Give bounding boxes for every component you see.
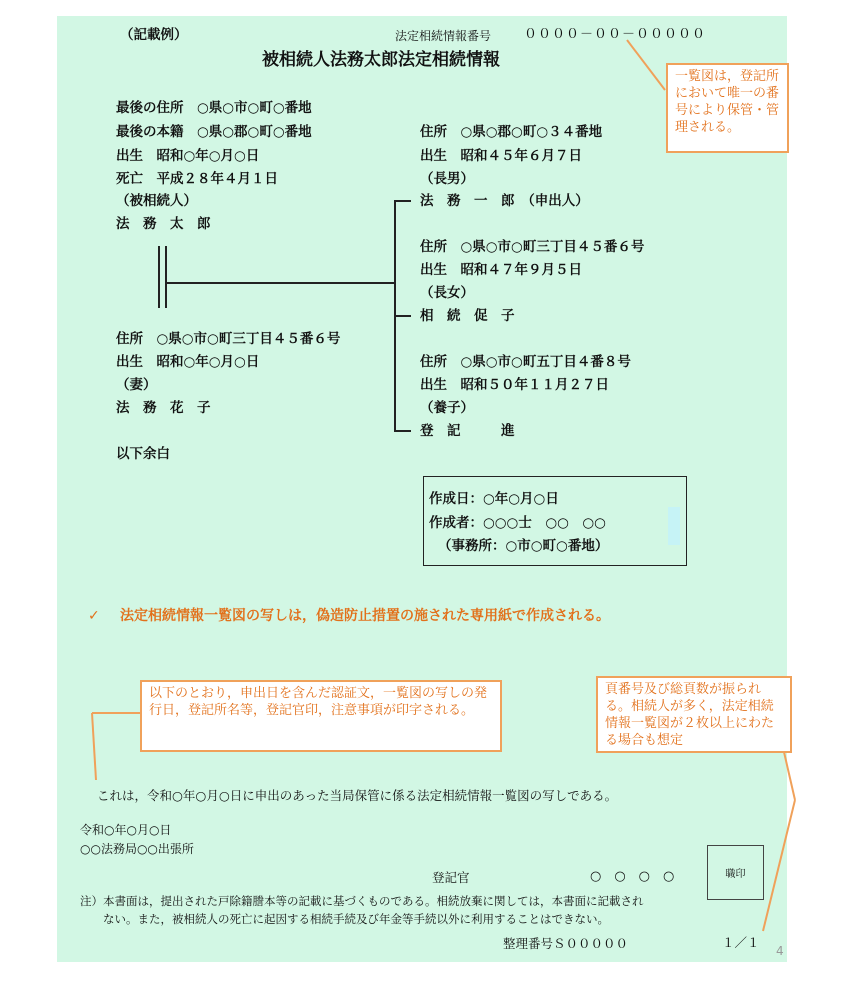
heir2-relation: （長女） [420, 285, 474, 301]
preparer-office: （事務所：○市○町○番地） [438, 538, 609, 554]
caution-line-1: 注）本書面は，提出された戸除籍謄本等の記載に基づくものである。相続放棄に関しては，本書面に記載され [80, 894, 644, 908]
decedent-birth: 出生 昭和○年○月○日 [116, 148, 260, 164]
spouse-birth: 出生 昭和○年○月○日 [116, 354, 260, 370]
page-title: 被相続人法務太郎法定相続情報 [262, 50, 500, 70]
registrar-name: ○ ○ ○ ○ [590, 869, 675, 884]
decedent-last-address: 最後の住所 ○県○市○町○番地 [116, 100, 312, 116]
faint-highlight [668, 507, 680, 545]
callout-unique-number: 一覧図は，登記所において唯一の番号により保管・管理される。 [666, 63, 789, 153]
spouse-relation: （妻） [116, 377, 157, 393]
callout-certification: 以下のとおり，申出日を含んだ認証文，一覧図の写しの発行日，登記所名等，登記官印，注意事項が印字される。 [140, 680, 502, 752]
heir1-name: 法 務 一 郎 （申出人） [420, 193, 589, 209]
heir3-address: 住所 ○県○市○町五丁目４番８号 [420, 354, 631, 370]
number-label: 法定相続情報番号 [395, 29, 492, 43]
marriage-line-right [165, 246, 167, 308]
preparer-date: 作成日：○年○月○日 [429, 491, 559, 507]
heir3-birth: 出生 昭和５０年１１月２７日 [420, 377, 609, 393]
special-paper-note: 法定相続情報一覧図の写しは，偽造防止措置の施された専用紙で作成される。 [120, 608, 610, 624]
heir3-relation: （養子） [420, 400, 474, 416]
leader-line-page-a [784, 752, 795, 800]
child3-tick [394, 430, 411, 432]
decedent-name: 法 務 太 郎 [116, 216, 211, 232]
spouse-name: 法 務 花 子 [116, 400, 211, 416]
page-indicator: １／１ [722, 935, 760, 950]
certification-office: ○○法務局○○出張所 [80, 842, 194, 856]
decedent-death: 死亡 平成２８年４月１日 [116, 171, 278, 187]
preparer-author: 作成者：○○○士 ○○ ○○ [429, 515, 606, 531]
remaining-blank: 以下余白 [116, 446, 170, 462]
leader-line-certification-v [92, 713, 96, 780]
heir3-name: 登 記 進 [420, 423, 515, 439]
certification-date: 令和○年○月○日 [80, 823, 172, 837]
official-seal [707, 845, 764, 900]
example-label: （記載例） [120, 27, 188, 43]
official-seal-label: 職印 [725, 869, 746, 880]
heir1-relation: （長男） [420, 171, 474, 187]
spouse-address: 住所 ○県○市○町三丁目４５番６号 [116, 331, 341, 347]
registrar-label: 登記官 [432, 870, 470, 885]
caution-line-2: ない。また，被相続人の死亡に起因する相続手続及び年金等手続以外に利用することはできない。 [103, 912, 609, 926]
family-connector-horizontal [167, 282, 394, 284]
callout-page-numbers: 頁番号及び総頁数が振られる。相続人が多く，法定相続情報一覧図が２枚以上にわたる場合も想定 [596, 676, 792, 753]
heir1-birth: 出生 昭和４５年６月７日 [420, 148, 582, 164]
check-icon: ✓ [88, 608, 100, 624]
heir1-address: 住所 ○県○郡○町○３４番地 [420, 124, 603, 140]
child1-tick [394, 200, 411, 202]
slide-number: 4 [776, 944, 784, 958]
decedent-last-domicile: 最後の本籍 ○県○郡○町○番地 [116, 124, 312, 140]
heir2-birth: 出生 昭和４７年９月５日 [420, 262, 582, 278]
certification-text: これは，令和○年○月○日に申出のあった当局保管に係る法定相続情報一覧図の写しである。 [97, 788, 618, 803]
leader-line-number [627, 40, 665, 90]
child2-tick [394, 315, 411, 317]
preparer-box [423, 476, 687, 566]
heir2-name: 相 続 促 子 [420, 308, 515, 324]
leader-line-page-b [763, 800, 795, 931]
marriage-line-left [158, 246, 160, 308]
number-value: ００００－００－０００００ [524, 27, 707, 42]
decedent-relation: （被相続人） [116, 193, 197, 209]
heir2-address: 住所 ○県○市○町三丁目４５番６号 [420, 239, 645, 255]
serial-number: 整理番号Ｓ０００００ [503, 936, 629, 951]
